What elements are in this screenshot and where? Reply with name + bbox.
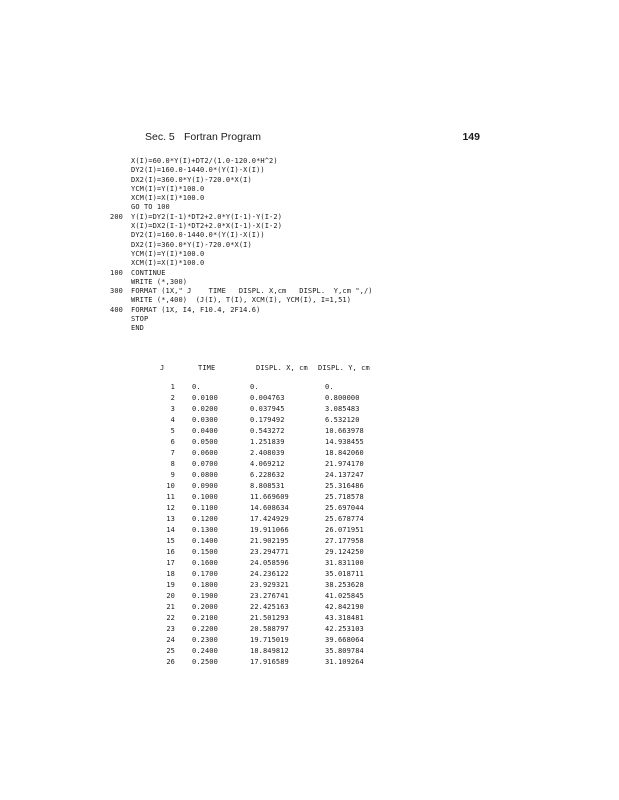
- cell-j: 7: [170, 449, 175, 457]
- table-row: [150, 602, 364, 613]
- cell-time: 0.0200: [192, 405, 218, 413]
- table-row: [150, 481, 364, 492]
- cell-displ-x: 17.916589: [250, 658, 289, 666]
- cell-displ-y: 39.668064: [325, 636, 364, 644]
- cell-time: 0.1500: [192, 548, 218, 556]
- cell-j: 10: [166, 482, 175, 490]
- statement-label: 200: [110, 212, 123, 221]
- cell-displ-y: 3.085483: [325, 405, 360, 413]
- cell-time: 0.: [192, 383, 201, 391]
- code-statement: XCM(I)=X(I)*100.0: [131, 259, 205, 268]
- code-statement: DX2(I)=360.0*Y(I)-720.0*X(I): [131, 175, 252, 184]
- table-row: [150, 558, 364, 569]
- cell-j: 1: [170, 383, 175, 391]
- statement-label: 100: [110, 268, 123, 277]
- cell-j: 11: [166, 493, 175, 501]
- cell-displ-y: 38.253628: [325, 581, 364, 589]
- code-statement: GO TO 100: [131, 203, 170, 212]
- table-row: [150, 415, 360, 426]
- cell-j: 18: [166, 570, 175, 578]
- cell-displ-x: 4.069212: [250, 460, 285, 468]
- cell-displ-y: 29.124250: [325, 548, 364, 556]
- cell-displ-y: 25.316486: [325, 482, 364, 490]
- table-row: [150, 382, 334, 393]
- cell-displ-y: 26.071951: [325, 526, 364, 534]
- cell-j: 17: [166, 559, 175, 567]
- cell-j: 14: [166, 526, 175, 534]
- table-row: [150, 624, 364, 635]
- code-statement: STOP: [131, 315, 149, 324]
- cell-displ-x: 21.902195: [250, 537, 289, 545]
- cell-time: 0.2500: [192, 658, 218, 666]
- cell-j: 6: [170, 438, 175, 446]
- code-statement: DY2(I)=160.0-1440.0*(Y(I)-X(I)): [131, 166, 265, 175]
- code-statement: Y(I)=DY2(I-1)*DT2+2.0*Y(I-1)-Y(I-2): [131, 212, 283, 221]
- table-body: [150, 382, 364, 668]
- cell-displ-y: 18.842060: [325, 449, 364, 457]
- code-statement: X(I)=60.0*Y(I)+DT2/(1.0-120.0*H^2): [131, 157, 278, 165]
- cell-j: 21: [166, 603, 175, 611]
- cell-displ-x: 0.004763: [250, 394, 285, 402]
- cell-displ-y: 31.109264: [325, 658, 364, 666]
- cell-displ-x: 14.608634: [250, 504, 289, 512]
- cell-displ-y: 41.025845: [325, 592, 364, 600]
- cell-displ-y: 35.018711: [325, 570, 364, 578]
- page-number: 149: [462, 131, 480, 143]
- cell-j: 16: [166, 548, 175, 556]
- cell-time: 0.0400: [192, 427, 218, 435]
- table-row: [150, 569, 364, 580]
- code-statement: FORMAT (1X," J TIME DISPL. X,cm DISPL. Y,cm ",/): [131, 287, 373, 296]
- statement-label: 300: [110, 287, 123, 296]
- cell-j: 20: [166, 592, 175, 600]
- cell-j: 3: [170, 405, 175, 413]
- cell-displ-x: 6.228632: [250, 471, 285, 479]
- cell-displ-y: 42.253103: [325, 625, 364, 633]
- table-row: [150, 525, 364, 536]
- code-statement: X(I)=DX2(I-1)*DT2+2.0*X(I-1)-X(I-2): [131, 222, 283, 231]
- table-row: [150, 514, 364, 525]
- cell-j: 4: [170, 416, 175, 424]
- cell-time: 0.2200: [192, 625, 218, 633]
- cell-displ-x: 20.588797: [250, 625, 289, 633]
- table-row: [150, 393, 360, 404]
- cell-j: 8: [170, 460, 175, 468]
- table-row: [150, 613, 364, 624]
- cell-displ-x: 1.251839: [250, 438, 285, 446]
- cell-time: 0.0300: [192, 416, 218, 424]
- cell-time: 0.1300: [192, 526, 218, 534]
- table-row: [150, 492, 364, 503]
- cell-displ-x: 0.543272: [250, 427, 285, 435]
- cell-time: 0.1200: [192, 515, 218, 523]
- cell-j: 2: [170, 394, 175, 402]
- cell-time: 0.0700: [192, 460, 218, 468]
- cell-time: 0.2400: [192, 647, 218, 655]
- cell-displ-x: 24.058596: [250, 559, 289, 567]
- table-row: [150, 503, 364, 514]
- code-statement: YCM(I)=Y(I)*100.0: [131, 249, 205, 258]
- section-label: Sec. 5: [145, 131, 175, 143]
- cell-j: 23: [166, 625, 175, 633]
- cell-displ-x: 23.294771: [250, 548, 289, 556]
- page-header: [145, 131, 480, 145]
- cell-j: 22: [166, 614, 175, 622]
- code-statement: END: [131, 324, 144, 333]
- cell-displ-y: 6.532120: [325, 416, 360, 424]
- column-header-displ-y: DISPL. Y, cm: [318, 364, 370, 372]
- cell-displ-y: 43.318481: [325, 614, 364, 622]
- table-row: [150, 404, 360, 415]
- table-row: [150, 437, 364, 448]
- table-row: [150, 635, 364, 646]
- cell-j: 12: [166, 504, 175, 512]
- column-header-j: J: [160, 364, 165, 372]
- cell-displ-y: 0.800000: [325, 394, 360, 402]
- program-output-table: [150, 363, 370, 668]
- cell-time: 0.0100: [192, 394, 218, 402]
- cell-time: 0.1400: [192, 537, 218, 545]
- cell-displ-x: 24.236122: [250, 570, 289, 578]
- cell-displ-y: 27.177958: [325, 537, 364, 545]
- cell-displ-x: 0.: [250, 383, 259, 391]
- cell-displ-x: 2.408039: [250, 449, 285, 457]
- code-statement: DY2(I)=160.0-1440.0*(Y(I)-X(I)): [131, 231, 265, 240]
- cell-displ-y: 25.718578: [325, 493, 364, 501]
- cell-displ-x: 21.501293: [250, 614, 289, 622]
- cell-time: 0.0900: [192, 482, 218, 490]
- table-row: [150, 657, 364, 668]
- code-statement: WRITE (*,300): [131, 277, 188, 286]
- table-row: [150, 580, 364, 591]
- column-header-time: TIME: [198, 364, 216, 372]
- cell-displ-x: 0.037945: [250, 405, 285, 413]
- code-statement: YCM(I)=Y(I)*100.0: [131, 184, 205, 193]
- cell-displ-x: 8.808531: [250, 482, 285, 490]
- code-statement: WRITE (*,400) (J(I), T(I), XCM(I), YCM(I), I=1,51): [131, 296, 352, 305]
- table-row: [150, 459, 364, 470]
- table-row: [150, 426, 364, 437]
- cell-displ-x: 23.929321: [250, 581, 289, 589]
- cell-time: 0.0600: [192, 449, 218, 457]
- table-row: [150, 547, 364, 558]
- table-header-row: [150, 363, 370, 374]
- cell-time: 0.1900: [192, 592, 218, 600]
- cell-displ-y: 42.842190: [325, 603, 364, 611]
- code-statement: DX2(I)=360.0*Y(I)-720.0*X(I): [131, 240, 252, 249]
- cell-displ-x: 19.911066: [250, 526, 289, 534]
- cell-displ-y: 10.663978: [325, 427, 364, 435]
- cell-j: 5: [170, 427, 175, 435]
- cell-displ-x: 18.849812: [250, 647, 289, 655]
- cell-displ-y: 21.974170: [325, 460, 364, 468]
- cell-time: 0.0800: [192, 471, 218, 479]
- cell-displ-y: 14.938455: [325, 438, 364, 446]
- cell-j: 13: [166, 515, 175, 523]
- column-header-displ-x: DISPL. X, cm: [256, 364, 308, 372]
- table-row: [150, 646, 364, 657]
- cell-displ-x: 11.669609: [250, 493, 289, 501]
- cell-time: 0.2000: [192, 603, 218, 611]
- cell-time: 0.1000: [192, 493, 218, 501]
- cell-j: 9: [170, 471, 175, 479]
- cell-displ-y: 31.831100: [325, 559, 364, 567]
- cell-time: 0.0500: [192, 438, 218, 446]
- cell-displ-y: 24.137247: [325, 471, 364, 479]
- cell-displ-y: 35.809784: [325, 647, 364, 655]
- cell-time: 0.1800: [192, 581, 218, 589]
- cell-j: 15: [166, 537, 175, 545]
- cell-displ-y: 25.697044: [325, 504, 364, 512]
- code-statement: FORMAT (1X, I4, F10.4, 2F14.6): [131, 305, 261, 314]
- cell-time: 0.2300: [192, 636, 218, 644]
- cell-j: 25: [166, 647, 175, 655]
- statement-label: 400: [110, 305, 123, 314]
- cell-j: 26: [166, 658, 175, 666]
- code-statement: CONTINUE: [131, 268, 166, 277]
- table-row: [150, 591, 364, 602]
- cell-time: 0.1600: [192, 559, 218, 567]
- cell-displ-x: 17.424929: [250, 515, 289, 523]
- cell-time: 0.1700: [192, 570, 218, 578]
- code-statement: XCM(I)=X(I)*100.0: [131, 194, 205, 203]
- cell-displ-y: 25.678774: [325, 515, 364, 523]
- cell-displ-x: 0.179492: [250, 416, 285, 424]
- table-row: [150, 536, 364, 547]
- cell-j: 24: [166, 636, 175, 644]
- cell-j: 19: [166, 581, 175, 589]
- cell-displ-x: 23.276741: [250, 592, 289, 600]
- cell-displ-x: 19.715019: [250, 636, 289, 644]
- cell-displ-x: 22.425163: [250, 603, 289, 611]
- table-row: [150, 470, 364, 481]
- cell-time: 0.1100: [192, 504, 218, 512]
- cell-time: 0.2100: [192, 614, 218, 622]
- running-title: Fortran Program: [184, 131, 262, 143]
- cell-displ-y: 0.: [325, 383, 334, 391]
- table-row: [150, 448, 364, 459]
